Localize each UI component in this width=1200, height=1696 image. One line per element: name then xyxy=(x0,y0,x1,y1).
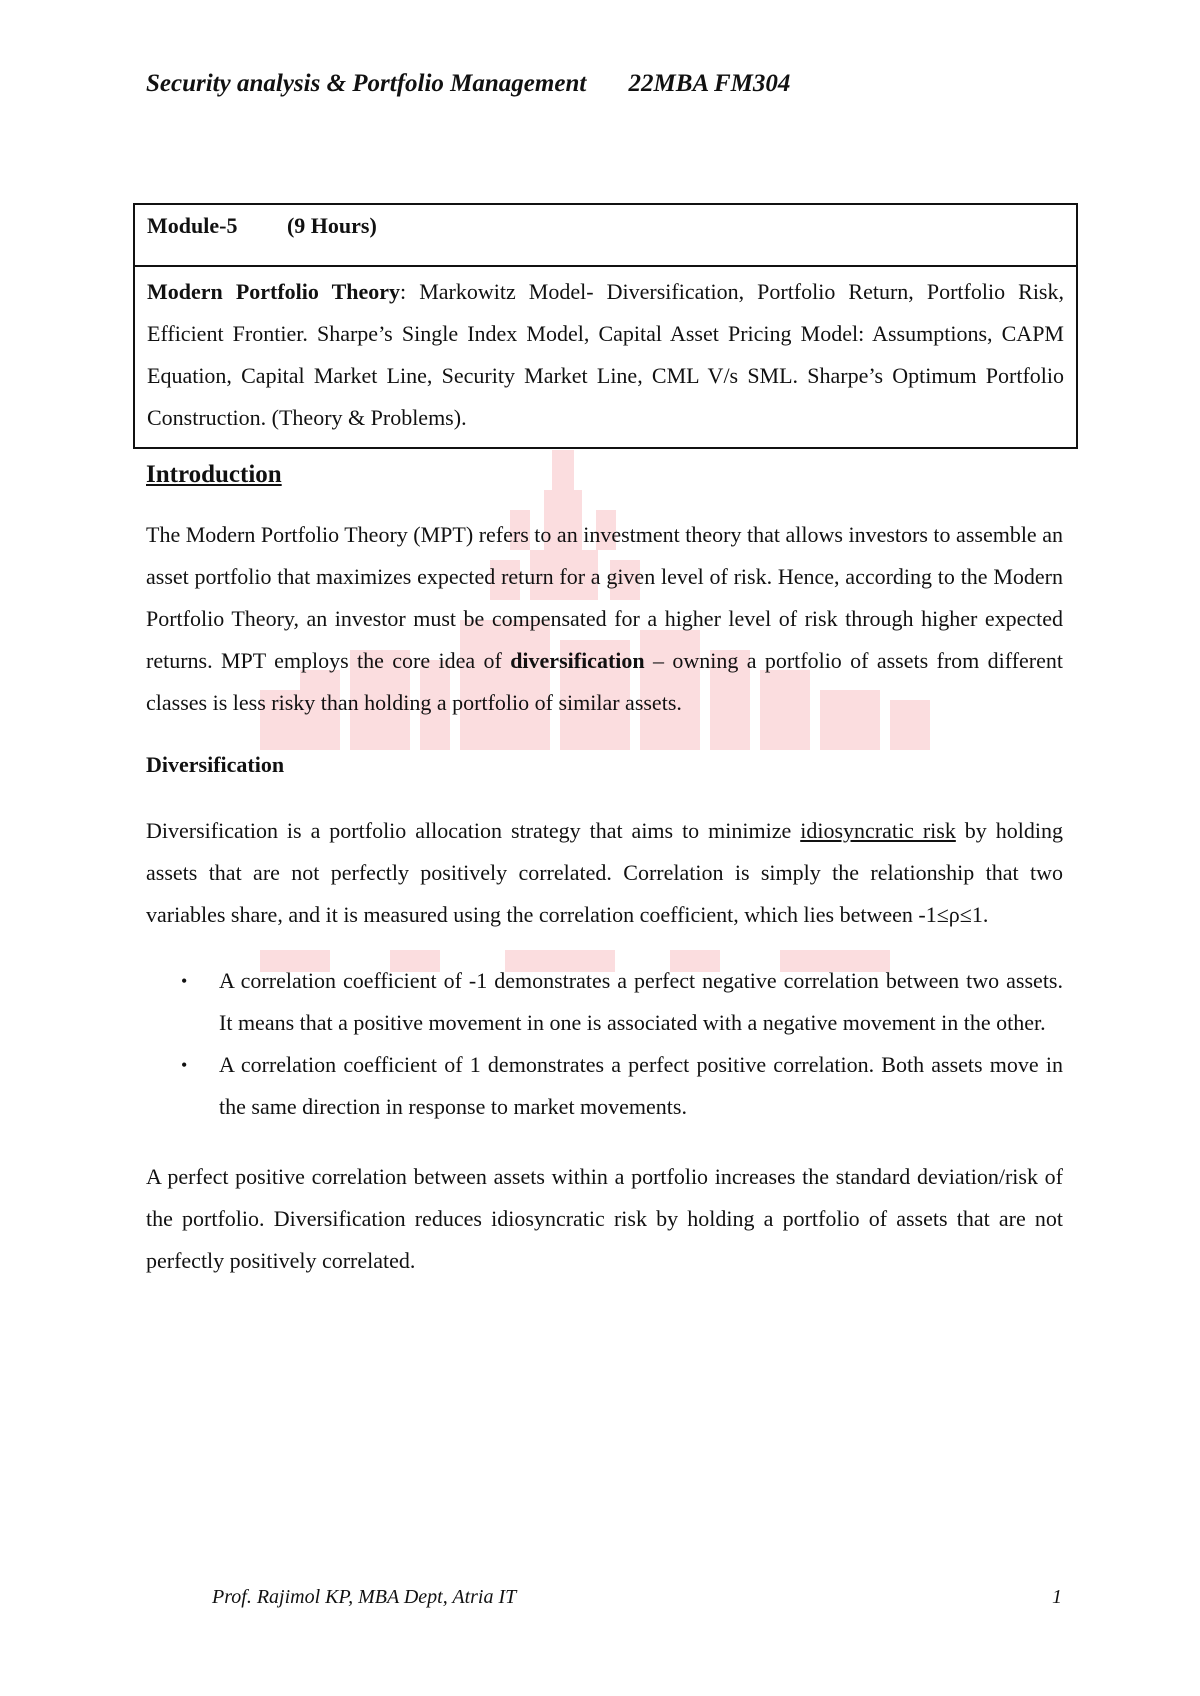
main-content xyxy=(146,460,1063,1282)
bullet-icon: • xyxy=(181,971,188,991)
list-item xyxy=(181,960,1063,1044)
bullet-icon: • xyxy=(181,1055,188,1075)
intro-text-part1: The Modern Portfolio Theory (MPT) refers to an investment theory that allows investors to assemble an asset portfolio that maximizes expected return for a given level of risk. Hence, according to the Modern Portfolio Theory, an investor must be compensated for a higher level of risk through higher expected returns. MPT employs the core idea of xyxy=(146,522,1063,673)
diversification-paragraph xyxy=(146,810,1063,936)
footer-author: Prof. Rajimol KP, MBA Dept, Atria IT xyxy=(212,1586,517,1608)
correlation-bullet-list xyxy=(146,960,1063,1128)
diversification-text-part2: by holding assets that are not perfectly positively correlated. Correlation is simply the relationship that two variables share, and it is measured using the correlation coefficient, which lies between -1≤ρ≤1. xyxy=(146,818,1063,927)
bullet-text: A correlation coefficient of -1 demonstrates a perfect negative correlation between two assets. It means that a positive movement in one is associated with a negative movement in the other. xyxy=(219,968,1063,1035)
module-box xyxy=(133,203,1078,449)
page-footer xyxy=(212,1586,1062,1609)
module-header-row xyxy=(135,205,1076,267)
intro-bold-term: diversification xyxy=(510,648,645,673)
introduction-heading: Introduction xyxy=(146,461,282,488)
diversification-heading: Diversification xyxy=(146,752,285,777)
diversification-text-part1: Diversification is a portfolio allocation strategy that aims to minimize xyxy=(146,818,801,843)
module-hours: (9 Hours) xyxy=(286,213,377,238)
list-item xyxy=(181,1044,1063,1128)
closing-paragraph: A perfect positive correlation between assets within a portfolio increases the standard deviation/risk of the portfolio. Diversification reduces idiosyncratic risk by holding a portfolio of assets that are not perfectly positively correlated. xyxy=(146,1164,1063,1273)
module-topic-title: Modern Portfolio Theory xyxy=(147,279,401,304)
page-number: 1 xyxy=(1052,1586,1062,1608)
intro-text-part2: – owning a portfolio of assets from different classes is less risky than holding a portfolio of similar assets. xyxy=(146,648,1063,715)
page-header xyxy=(146,70,790,98)
bullet-text: A correlation coefficient of 1 demonstrates a perfect positive correlation. Both assets move in the same direction in response to market movements. xyxy=(219,1052,1063,1119)
module-syllabus xyxy=(135,267,1076,447)
course-code: 22MBA FM304 xyxy=(628,70,791,97)
module-label: Module-5 xyxy=(147,213,238,238)
idiosyncratic-risk-link[interactable]: idiosyncratic risk xyxy=(800,818,956,843)
document-title: Security analysis & Portfolio Management xyxy=(146,70,587,97)
module-topic-text: : Markowitz Model- Diversification, Portfolio Return, Portfolio Risk, Efficient Frontier. Sharpe’s Single Index Model, Capital Asset Pricing Model: Assumptions, CAPM Equation, Capital Market Line, Security Market Line, CML V/s SML. Sharpe’s Optimum Portfolio Construction. (Theory & Problems). xyxy=(147,279,1064,430)
introduction-paragraph xyxy=(146,514,1063,724)
